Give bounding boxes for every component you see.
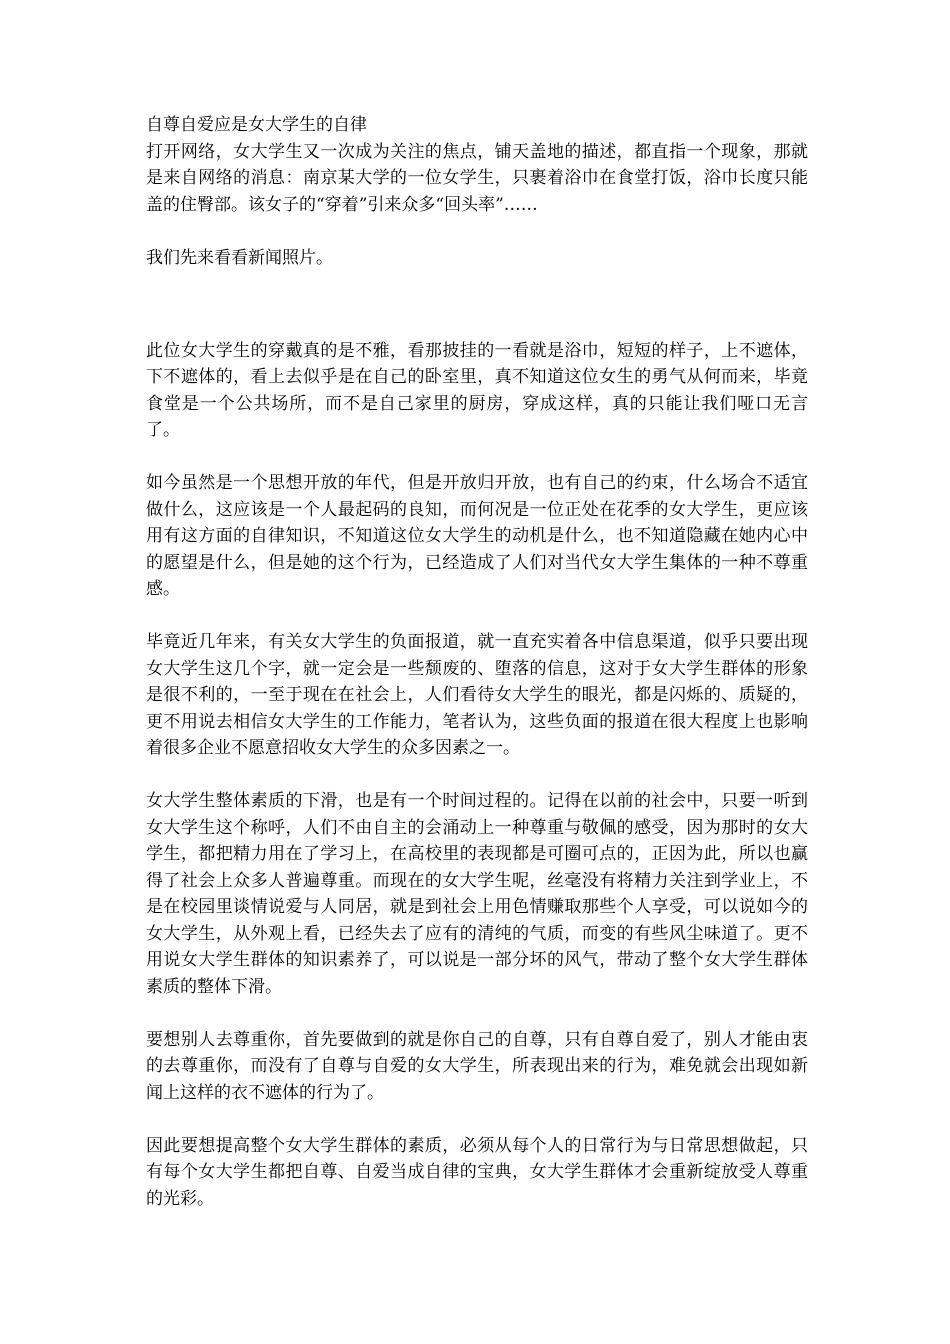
paragraph-conclusion: 因此要想提高整个女大学生群体的素质，必须从每个人的日常行为与日常思想做起，只有每个女大学生都把自尊、自爱当成自律的宝典，女大学生群体才会重新绽放受人尊重的光彩。 <box>146 1135 808 1209</box>
document-title: 自尊自爱应是女大学生的自律 <box>146 115 367 135</box>
paragraph-photo-intro: 我们先来看看新闻照片。 <box>146 247 333 268</box>
paragraph-body-3: 毕竟近几年来，有关女大学生的负面报道，就一直充实着各中信息渠道，似乎只要出现女大学生这几个字，就一定会是一些颓废的、堕落的信息，这对于女大学生群体的形象是很不利的，一至于现在在社会上，人们看待女大学生的眼光，都是闪烁的、质疑的，更不用说去相信女大学生的工作能力，笔者认为，这些负面的报道在很大程度上也影响着很多企业不愿意招收女大学生的众多因素之一。 <box>146 632 808 758</box>
photo-placeholder-gap <box>146 298 808 338</box>
paragraph-body-1: 此位女大学生的穿戴真的是不雅，看那披挂的一看就是浴巾，短短的样子，上不遮体，下不遮体的，看上去似乎是在自己的卧室里，真不知道这位女生的勇气从何而来，毕竟食堂是一个公共场所，而不是自己家里的厨房，穿成这样，真的只能让我们哑口无言了。 <box>146 340 808 440</box>
document-page <box>146 112 808 1239</box>
paragraph-intro: 打开网络，女大学生又一次成为关注的焦点，铺天盖地的描述，都直指一个现象，那就是来自网络的消息：南京某大学的一位女学生，只裹着浴巾在食堂打饭，浴巾长度只能盖的住臀部。该女子的“穿着”引来众多“回头率”…… <box>146 141 808 215</box>
paragraph-body-4: 女大学生整体素质的下滑，也是有一个时间过程的。记得在以前的社会中，只要一听到女大学生这个称呼，人们不由自主的会涌动上一种尊重与敬佩的感受，因为那时的女大学生，都把精力用在了学习上，在高校里的表现都是可圈可点的，正因为此，所以也赢得了社会上众多人普遍尊重。而现在的女大学生呢，丝毫没有将精力关注到学业上，不是在校园里谈情说爱与人同居，就是到社会上用色情赚取那些个人享受，可以说如今的女大学生，从外观上看，已经失去了应有的清纯的气质，而变的有些风尘味道了。更不用说女大学生群体的知识素养了，可以说是一部分坏的风气，带动了整个女大学生群体素质的整体下滑。 <box>146 791 808 997</box>
paragraph-body-2: 如今虽然是一个思想开放的年代，但是开放归开放，也有自己的约束，什么场合不适宜做什么，这应该是一个人最起码的良知，而何况是一位正处在花季的女大学生，更应该用有这方面的自律知识，不知道这位女大学生的动机是什么，也不知道隐藏在她内心中的愿望是什么，但是她的这个行为，已经造成了人们对当代女大学生集体的一种不尊重感。 <box>146 473 808 599</box>
paragraph-body-5: 要想别人去尊重你，首先要做到的就是你自己的自尊，只有自尊自爱了，别人才能由衷的去尊重你，而没有了自尊与自爱的女大学生，所表现出来的行为，难免就会出现如新闻上这样的衣不遮体的行为了。 <box>146 1029 808 1103</box>
